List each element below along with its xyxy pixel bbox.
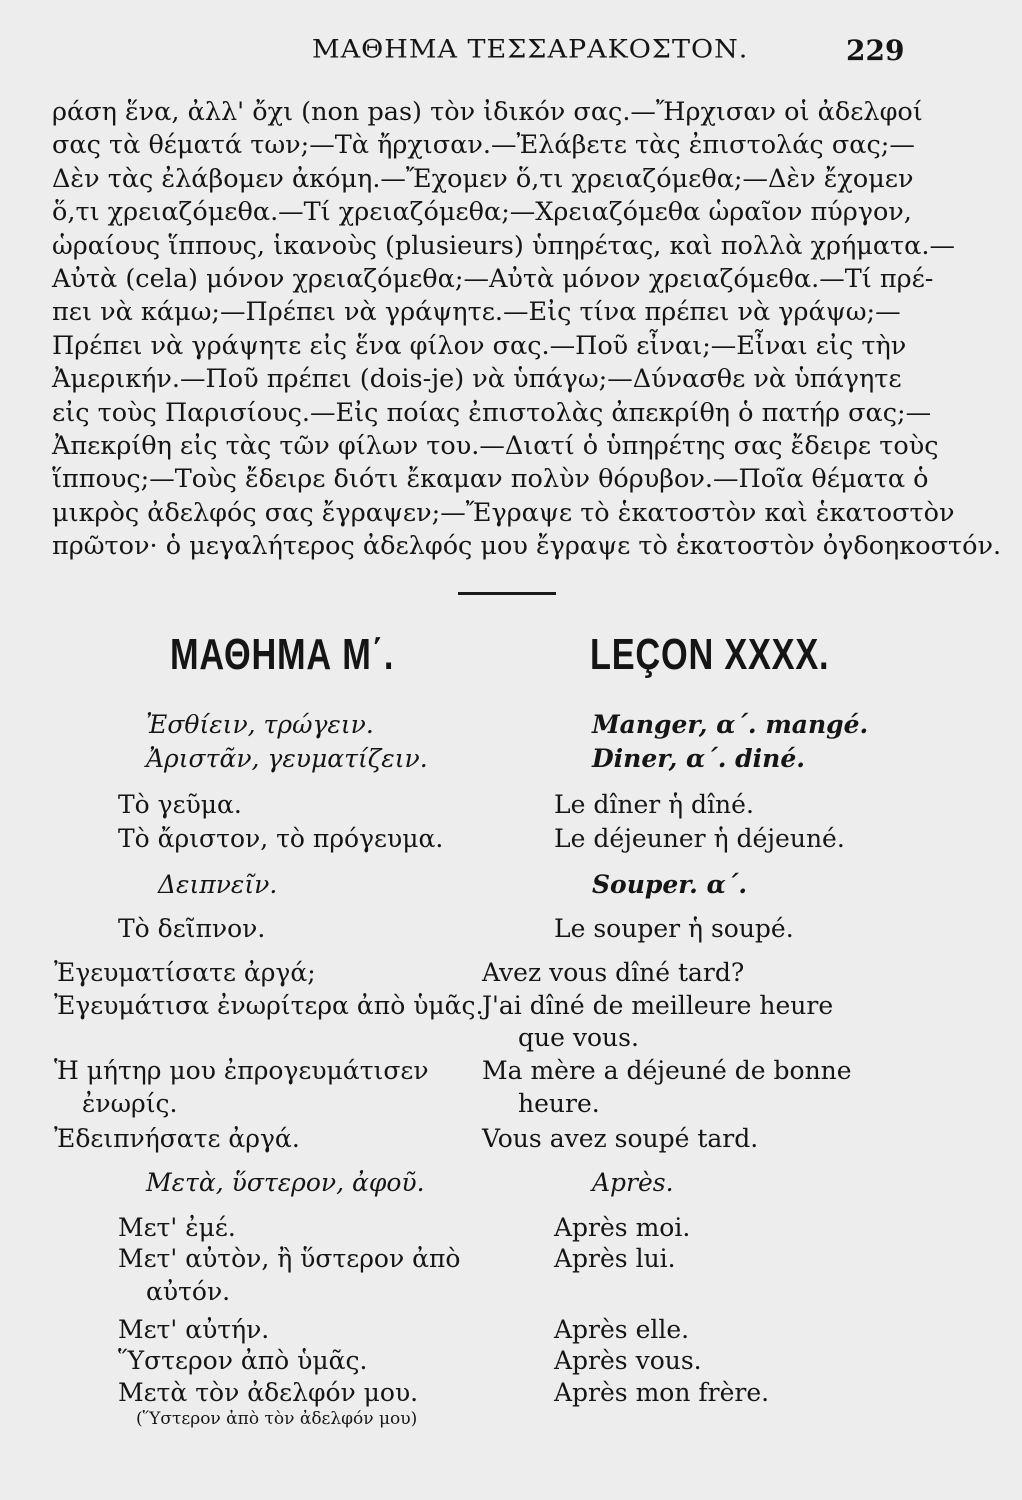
greek-noun-dinner: Τὸ γεῦμα. (118, 790, 242, 819)
french-phrase: Après vous. (554, 1346, 702, 1375)
greek-heading-after: Μετὰ, ὕστερον, ἀφοῦ. (146, 1168, 425, 1197)
greek-sentence-cont: ἐνωρίς. (82, 1089, 178, 1118)
french-verb-eat: Manger, α΄. mangé. (592, 710, 869, 739)
french-phrase: Après mon frère. (554, 1378, 770, 1407)
french-sentence: J'ai dîné de meilleure heure (482, 991, 834, 1020)
french-sentence-cont: heure. (518, 1089, 600, 1118)
text-line: Δὲν τὰς ἐλάβομεν ἀκόμη.—Ἔχομεν ὅ,τι χρειαζόμεθα;—Δὲν ἔχομεν (52, 163, 914, 194)
greek-noun-supper: Τὸ δεῖπνον. (118, 914, 266, 943)
french-verb-sup: Souper. α΄. (592, 870, 748, 899)
french-sentence: Ma mère a déjeuné de bonne (482, 1056, 852, 1085)
running-title: ΜΑΘΗΜΑ ΤΕΣΣΑΡΑΚΟΣΤΟΝ. (312, 34, 749, 65)
greek-sentence: Ἐδειπνήσατε ἀργά. (54, 1124, 300, 1153)
french-phrase: Après elle. (554, 1315, 690, 1344)
greek-sentence: Ἐγευμάτισα ἐνωρίτερα ἀπὸ ὑμᾶς. (54, 991, 484, 1020)
section-divider (458, 592, 556, 595)
greek-phrase: Μετ' ἐμέ. (118, 1213, 236, 1242)
greek-lesson-title: ΜΑΘΗΜΑ Μ΄. (170, 630, 395, 679)
text-line: Ἀπεκρίθη εἰς τὰς τῶν φίλων του.—Διατί ὁ ὑπηρέτης σας ἔδειρε τοὺς (52, 431, 939, 462)
text-line: εἰς τοὺς Παρισίους.—Εἰς ποίας ἐπιστολὰς ἀπεκρίθη ὁ πατήρ σας;— (52, 397, 932, 428)
french-sentence: Vous avez soupé tard. (482, 1124, 759, 1153)
french-sentence: Avez vous dîné tard? (482, 958, 745, 987)
greek-verb-eat: Ἐσθίειν, τρώγειν. (146, 710, 374, 739)
french-noun-lunch: Le déjeuner ἡ déjeuné. (554, 824, 845, 853)
greek-phrase: Μετὰ τὸν ἀδελφόν μου. (118, 1378, 419, 1407)
text-line: πει νὰ κάμω;—Πρέπει νὰ γράψητε.—Εἰς τίνα πρέπει νὰ γράψω;— (52, 297, 901, 328)
text-line: ράση ἕνα, ἀλλ' ὄχι (non pas) τὸν ἰδικόν σας.—Ἤρχισαν οἱ ἀδελφοί (52, 97, 923, 127)
page-header (0, 34, 1022, 74)
french-sentence-cont: que vous. (518, 1023, 639, 1052)
greek-sentence: Ἡ μήτηρ μου ἐπρογευμάτισεν (54, 1056, 429, 1085)
page-number: 229 (846, 34, 905, 67)
text-line: ἵππους;—Τοὺς ἔδειρε διότι ἔκαμαν πολὺν θόρυβον.—Ποῖα θέματα ὁ (52, 464, 929, 495)
text-line: Ἀμερικήν.—Ποῦ πρέπει (dois-je) νὰ ὑπάγω;—Δύνασθε νὰ ὑπάγητε (52, 364, 902, 395)
text-line: Πρέπει νὰ γράψητε εἰς ἕνα φίλον σας.—Ποῦ εἶναι;—Εἶναι εἰς τὴν (52, 330, 907, 361)
greek-phrase: Μετ' αὐτὸν, ἢ ὕστερον ἀπὸ (118, 1244, 461, 1273)
text-line: σας τὰ θέματά των;—Τὰ ἤρχισαν.—Ἐλάβετε τὰς ἐπιστολάς σας;— (52, 130, 915, 161)
greek-sentence: Ἐγευματίσατε ἀργά; (54, 958, 316, 987)
greek-note: (Ὕστερον ἀπὸ τὸν ἀδελφόν μου) (136, 1409, 418, 1429)
french-phrase: Après moi. (554, 1213, 691, 1242)
greek-phrase-cont: αὐτόν. (146, 1277, 231, 1306)
french-lesson-title: LEÇON XXXX. (590, 630, 830, 679)
greek-phrase: Μετ' αὐτήν. (118, 1315, 270, 1344)
greek-verb-dine: Ἀριστᾶν, γευματίζειν. (146, 744, 428, 773)
text-line: Αὐτὰ (cela) μόνον χρειαζόμεθα;—Αὐτὰ μόνον χρειαζόμεθα.—Τί πρέ- (52, 264, 934, 295)
french-heading-after: Après. (592, 1168, 674, 1197)
french-phrase: Après lui. (554, 1244, 676, 1273)
text-line: ὅ,τι χρειαζόμεθα.—Τί χρειαζόμεθα;—Χρειαζόμεθα ὡραῖον πύργον, (52, 197, 912, 228)
text-line: ὡραίους ἵππους, ἱκανοὺς (plusieurs) ὑπηρέτας, καὶ πολλὰ χρήματα.— (52, 230, 955, 261)
french-verb-dine: Diner, α΄. diné. (592, 744, 805, 773)
greek-noun-lunch: Τὸ ἄριστον, τὸ πρόγευμα. (118, 824, 444, 853)
text-line: μικρὸς ἀδελφός σας ἔγραψεν;—Ἔγραψε τὸ ἑκατοστὸν καὶ ἑκατοστὸν (52, 497, 955, 528)
greek-phrase: Ὕστερον ἀπὸ ὑμᾶς. (118, 1346, 368, 1375)
greek-verb-sup: Δειπνεῖν. (158, 870, 278, 899)
french-noun-supper: Le souper ἡ soupé. (554, 914, 794, 943)
french-noun-dinner: Le dîner ἡ dîné. (554, 790, 754, 819)
exercise-paragraph (52, 96, 1002, 564)
text-line: πρῶτον· ὁ μεγαλήτερος ἀδελφός μου ἔγραψε τὸ ἑκατοστὸν ὀγδοηκοστόν. (52, 531, 1002, 562)
